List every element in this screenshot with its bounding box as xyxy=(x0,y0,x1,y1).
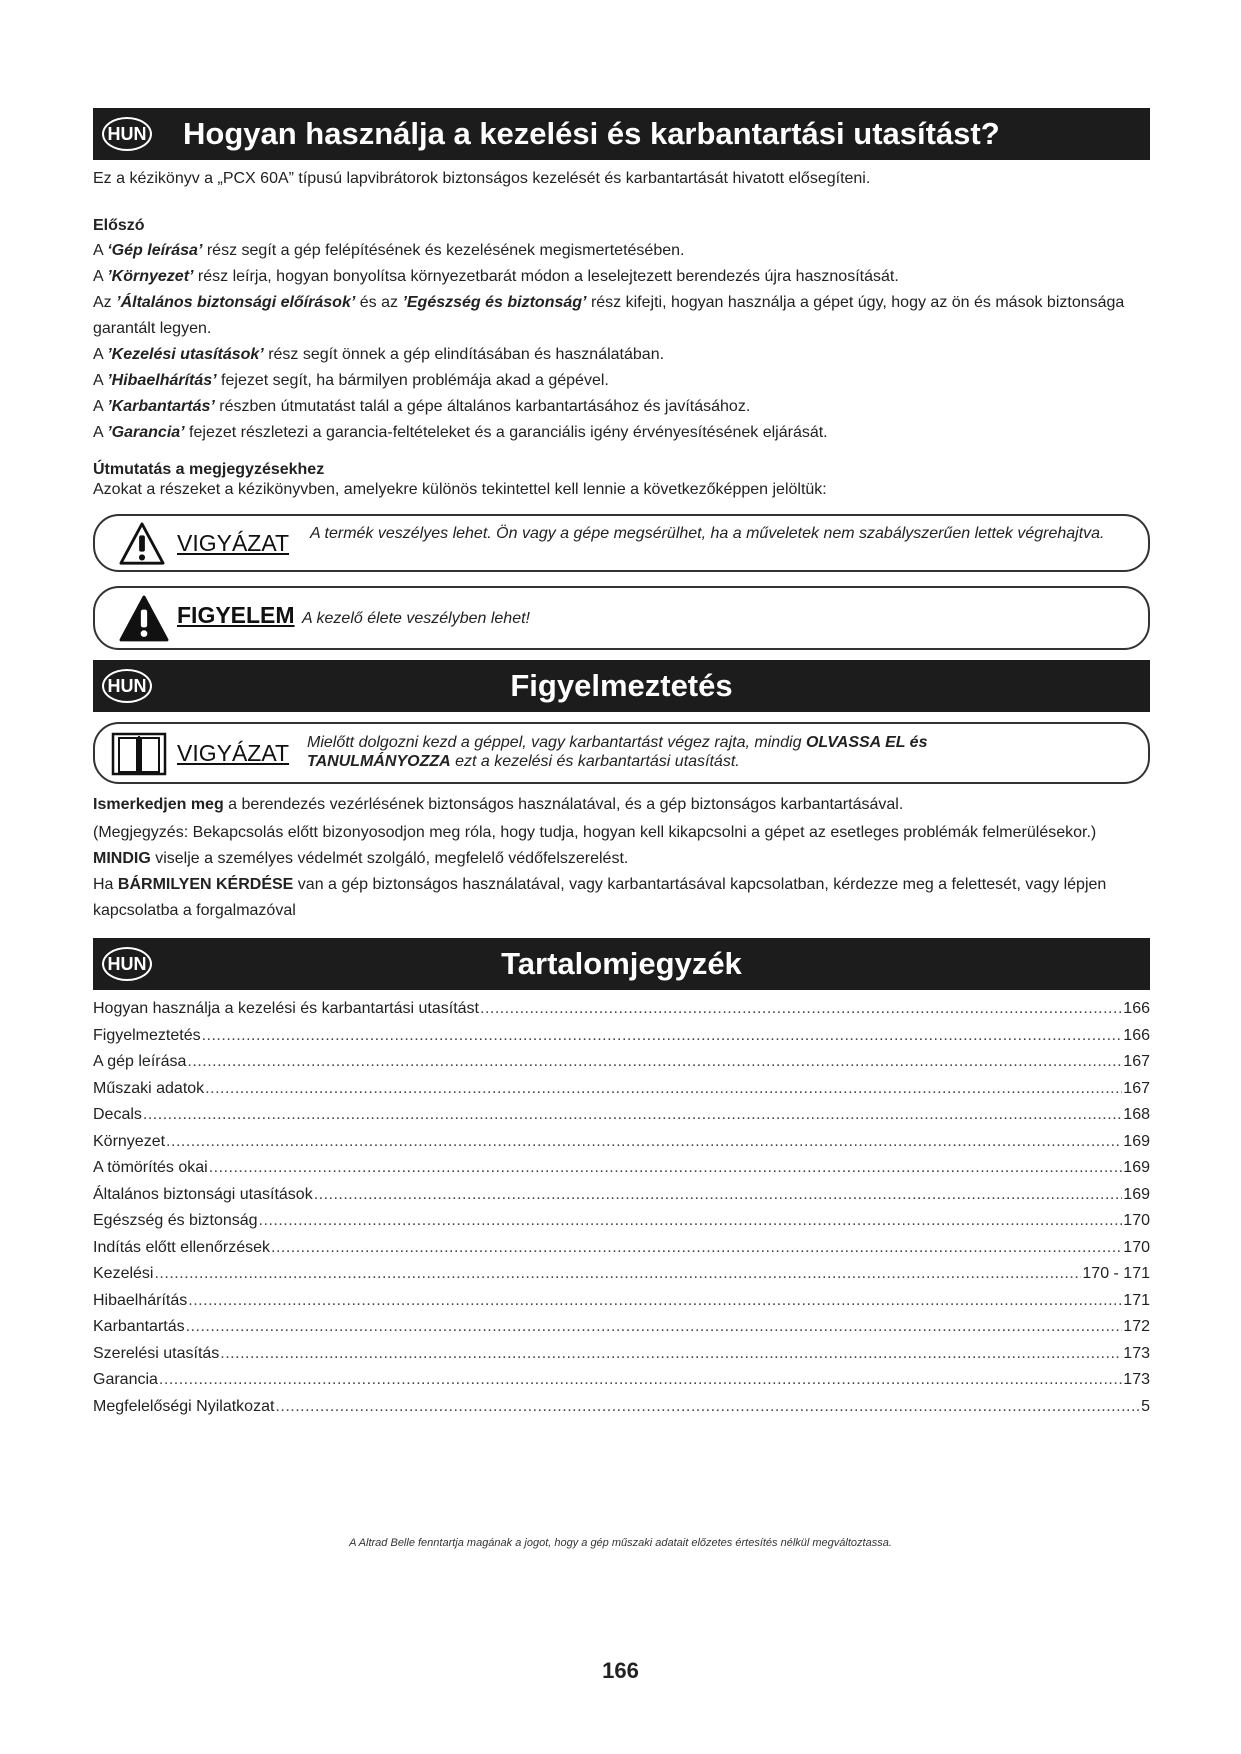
toc-entry-label: Egészség és biztonság xyxy=(93,1212,258,1229)
toc-leader-dots xyxy=(259,1212,1123,1230)
toc-entry-page: 166 xyxy=(1123,1000,1150,1017)
toc-entry-page: 170 xyxy=(1123,1212,1150,1229)
foreword-line: Az ’Általános biztonsági előírások’ és az ’Egészség és biztonság’ rész kifejti, hogyan használja a gépet úgy, hogy az ön és mások biztonsága garantált legyen. xyxy=(93,294,1125,337)
hun-language-badge: HUN xyxy=(102,947,152,981)
toc-leader-dots xyxy=(186,1318,1123,1336)
toc-leader-dots xyxy=(187,1053,1122,1071)
warning-text: A kezelő élete veszélyben lehet! xyxy=(302,610,530,627)
toc-leader-dots xyxy=(220,1345,1122,1363)
read-manual-box xyxy=(93,722,1150,784)
warning-triangle-icon xyxy=(119,594,169,644)
section-title: Tartalomjegyzék xyxy=(501,946,742,981)
toc-entry-page: 168 xyxy=(1123,1106,1150,1123)
notes-text: Azokat a részeket a kézikönyvben, amelyekre különös tekintettel kell lennie a következőképpen jelöltük: xyxy=(93,481,827,498)
foreword-line: A ‘Gép leírása’ rész segít a gép felépítésének és kezelésének megismertetésében. xyxy=(93,242,685,259)
toc-entry[interactable] xyxy=(93,1080,1150,1107)
toc-entry-page: 167 xyxy=(1123,1079,1150,1097)
toc-entry[interactable] xyxy=(93,1239,1150,1266)
toc-entry[interactable] xyxy=(93,1345,1150,1372)
section-title: Hogyan használja a kezelési és karbantartási utasítást? xyxy=(183,116,1000,151)
toc-entry-label: Hogyan használja a kezelési és karbantartási utasítást xyxy=(93,1000,479,1017)
toc-leader-dots xyxy=(480,1000,1122,1018)
familiarize-paragraph: Ismerkedjen meg a berendezés vezérlésének biztonságos használatával, és a gép biztonságos karbantartásával. xyxy=(93,796,904,813)
toc-entry-label: Hibaelhárítás xyxy=(93,1291,188,1309)
toc-leader-dots xyxy=(209,1159,1123,1177)
notes-heading: Útmutatás a megjegyzésekhez xyxy=(93,461,325,478)
foreword-line: A ’Kezelési utasítások’ rész segít önnek a gép elindításában és használatában. xyxy=(93,346,665,363)
hun-language-badge: HUN xyxy=(102,117,152,151)
toc-entry-page: 5 xyxy=(1141,1397,1150,1415)
questions-paragraph: Ha BÁRMILYEN KÉRDÉSE van a gép biztonságos használatával, vagy karbantartásával kapcsolatban, kérdezze meg a felettesét, vagy lépjen kapcsolatba a forgalmazóval xyxy=(93,876,1107,919)
foreword-line: A ’Karbantartás’ részben útmutatást talál a gépe általános karbantartásához és javításához. xyxy=(93,398,751,415)
toc-entry-label: Általános biztonsági utasítások xyxy=(93,1185,313,1203)
toc-entry[interactable] xyxy=(93,1159,1150,1186)
section-banner-warning xyxy=(93,660,1150,712)
always-paragraph: MINDIG viselje a személyes védelmét szolgáló, megfelelő védőfelszerelést. xyxy=(93,850,629,867)
toc-entry[interactable] xyxy=(93,1106,1150,1133)
toc-leader-dots xyxy=(154,1265,1081,1283)
intro-text: Ez a kézikönyv a „PCX 60A” típusú lapvibrátorok biztonságos kezelését és karbantartását hivatott elősegíteni. xyxy=(93,170,871,187)
toc-entry-page: 169 xyxy=(1123,1185,1150,1203)
warning-keyword: FIGYELEM xyxy=(177,602,295,628)
toc-leader-dots xyxy=(202,1027,1123,1045)
caution-text: A termék veszélyes lehet. Ön vagy a gépe megsérülhet, ha a műveletek nem szabályszerűen lettek végrehajtva. xyxy=(310,525,1105,542)
page-content xyxy=(93,108,1150,1424)
table-of-contents xyxy=(93,1000,1150,1424)
caution-keyword: VIGYÁZAT xyxy=(177,530,290,556)
toc-entry-label: A tömörítés okai xyxy=(93,1159,208,1176)
toc-entry-label: Szerelési utasítás xyxy=(93,1344,220,1362)
section-banner-contents xyxy=(93,938,1150,990)
toc-entry-page: 166 xyxy=(1123,1026,1150,1044)
toc-entry-label: Karbantartás xyxy=(93,1318,185,1335)
toc-entry-label: Indítás előtt ellenőrzések xyxy=(93,1238,270,1256)
toc-entry-label: Garancia xyxy=(93,1371,158,1388)
foreword-heading: Előszó xyxy=(93,217,145,234)
toc-entry-page: 169 xyxy=(1123,1159,1150,1176)
toc-leader-dots xyxy=(314,1186,1123,1204)
toc-entry-label: Műszaki adatok xyxy=(93,1079,205,1097)
hun-language-badge: HUN xyxy=(102,669,152,703)
caution-box xyxy=(93,514,1150,572)
toc-entry[interactable] xyxy=(93,1186,1150,1213)
toc-entry-label: Figyelmeztetés xyxy=(93,1026,201,1044)
toc-entry-page: 171 xyxy=(1123,1291,1150,1309)
toc-leader-dots xyxy=(166,1133,1122,1151)
toc-entry[interactable] xyxy=(93,1053,1150,1080)
toc-entry-page: 173 xyxy=(1123,1344,1150,1362)
caution-keyword: VIGYÁZAT xyxy=(177,740,290,766)
toc-leader-dots xyxy=(159,1371,1122,1389)
toc-entry[interactable] xyxy=(93,1133,1150,1160)
toc-entry-page: 173 xyxy=(1123,1371,1150,1388)
toc-entry-page: 167 xyxy=(1123,1053,1150,1070)
foreword-line: A ’Hibaelhárítás’ fejezet segít, ha bármilyen problémája akad a gépével. xyxy=(93,372,609,389)
note-paragraph: (Megjegyzés: Bekapcsolás előtt bizonyosodjon meg róla, hogy tudja, hogyan kell kikapcsolni a gépet az esetleges problémák felmerülésekor.) xyxy=(93,824,1097,841)
toc-entry[interactable] xyxy=(93,1212,1150,1239)
section-title: Figyelmeztetés xyxy=(510,668,733,703)
caution-triangle-icon xyxy=(119,521,165,567)
toc-leader-dots xyxy=(188,1292,1122,1310)
toc-leader-dots xyxy=(143,1106,1122,1124)
toc-entry-label: Környezet xyxy=(93,1132,166,1150)
toc-entry-page: 170 - 171 xyxy=(1082,1265,1150,1282)
manual-book-icon xyxy=(109,730,169,778)
toc-entry[interactable] xyxy=(93,1318,1150,1345)
toc-leader-dots xyxy=(275,1398,1140,1416)
toc-entry-page: 170 xyxy=(1123,1238,1150,1256)
toc-entry[interactable] xyxy=(93,1398,1150,1425)
section-banner-how-to-use xyxy=(93,108,1150,160)
toc-entry[interactable] xyxy=(93,1371,1150,1398)
foreword-line: A ’Környezet’ rész leírja, hogyan bonyolítsa környezetbarát módon a leselejtezett berendezés újra hasznosítását. xyxy=(93,268,899,285)
toc-entry-label: A gép leírása xyxy=(93,1053,187,1070)
toc-entry-label: Kezelési xyxy=(93,1265,154,1282)
foreword-list xyxy=(93,238,1150,446)
toc-leader-dots xyxy=(205,1080,1122,1098)
toc-leader-dots xyxy=(271,1239,1122,1257)
toc-entry-label: Decals xyxy=(93,1106,142,1123)
toc-entry-page: 169 xyxy=(1123,1132,1150,1150)
page-number: 166 xyxy=(602,1658,639,1683)
read-manual-text: Mielőtt dolgozni kezd a géppel, vagy karbantartást végez rajta, mindig OLVASSA EL és TANULMÁNYOZZA ezt a kezelési és karbantartási utasítást. xyxy=(307,734,928,770)
toc-entry[interactable] xyxy=(93,1265,1150,1292)
toc-entry-page: 172 xyxy=(1123,1318,1150,1335)
toc-entry[interactable] xyxy=(93,1027,1150,1054)
toc-entry[interactable] xyxy=(93,1292,1150,1319)
toc-entry[interactable] xyxy=(93,1000,1150,1027)
footnote: A Altrad Belle fenntartja magának a jogot, hogy a gép műszaki adatait előzetes értesítés nélkül megváltoztassa. xyxy=(349,1537,892,1549)
warning-box xyxy=(93,586,1150,650)
foreword-line: A ’Garancia’ fejezet részletezi a garancia-feltételeket és a garanciális igény érvényesítésének eljárását. xyxy=(93,424,828,441)
toc-entry-label: Megfelelőségi Nyilatkozat xyxy=(93,1397,275,1415)
